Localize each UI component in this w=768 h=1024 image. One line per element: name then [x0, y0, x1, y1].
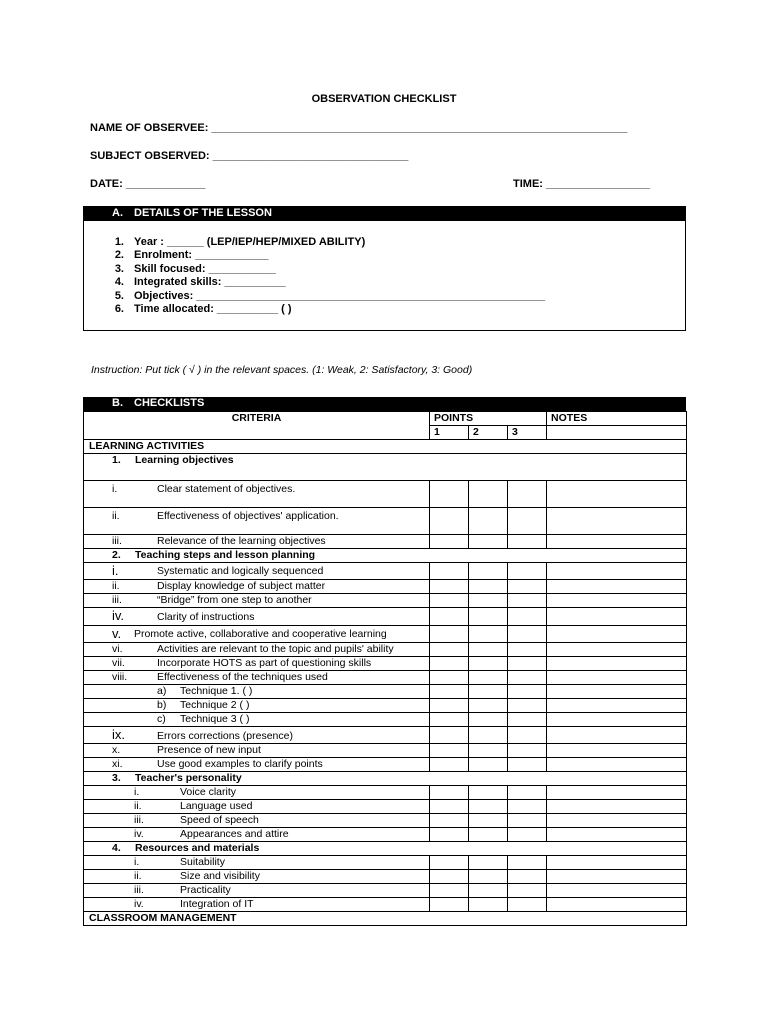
criterion-ts-5: v. Promote active, collaborative and cooperative learning	[84, 626, 430, 643]
point-2-header: 2	[469, 426, 508, 440]
learning-objectives-heading: 1. Learning objectives	[84, 454, 687, 481]
table-row	[84, 594, 687, 608]
criterion-rm-3: iii. Practicality	[84, 884, 430, 898]
score-cell-1[interactable]	[430, 535, 469, 549]
score-cell-3[interactable]	[508, 884, 547, 898]
notes-cell[interactable]	[547, 481, 687, 508]
section-b-header	[83, 397, 686, 411]
score-cell-3[interactable]	[508, 594, 547, 608]
score-cell-2[interactable]	[469, 608, 508, 626]
score-cell-2[interactable]	[469, 535, 508, 549]
notes-cell[interactable]	[547, 699, 687, 713]
notes-cell[interactable]	[547, 744, 687, 758]
instruction-text: Instruction: Put tick ( √ ) in the relevant spaces. (1: Weak, 2: Satisfactory, 3: Good)	[91, 364, 473, 376]
notes-cell[interactable]	[547, 713, 687, 727]
point-1-header: 1	[430, 426, 469, 440]
notes-cell[interactable]	[547, 608, 687, 626]
score-cell-2[interactable]	[469, 870, 508, 884]
notes-cell[interactable]	[547, 685, 687, 699]
score-cell-3[interactable]	[508, 727, 547, 744]
criterion-ts-11: xi. Use good examples to clarify points	[84, 758, 430, 772]
criterion-rm-2: ii. Size and visibility	[84, 870, 430, 884]
table-row	[84, 608, 687, 626]
criterion-ts-9: ix. Errors corrections (presence)	[84, 727, 430, 744]
score-cell-3[interactable]	[508, 870, 547, 884]
score-cell-1[interactable]	[430, 744, 469, 758]
notes-header: NOTES	[547, 412, 687, 426]
score-cell-1[interactable]	[430, 898, 469, 912]
notes-cell[interactable]	[547, 535, 687, 549]
subsection-row	[84, 549, 687, 563]
table-row	[84, 898, 687, 912]
table-row	[84, 580, 687, 594]
score-cell-3[interactable]	[508, 744, 547, 758]
score-cell-3[interactable]	[508, 657, 547, 671]
score-cell-1[interactable]	[430, 563, 469, 580]
points-header: POINTS	[430, 412, 547, 426]
score-cell-2[interactable]	[469, 580, 508, 594]
observee-field[interactable]: NAME OF OBSERVEE: ____________________________________________________________________	[90, 122, 628, 134]
score-cell-2[interactable]	[469, 814, 508, 828]
criterion-tp-4: iv. Appearances and attire	[84, 828, 430, 842]
criterion-ts-1: i. Systematic and logically sequenced	[84, 563, 430, 580]
score-cell-2[interactable]	[469, 563, 508, 580]
point-3-header: 3	[508, 426, 547, 440]
section-a-header	[83, 206, 686, 221]
score-cell-3[interactable]	[508, 856, 547, 870]
section-a-title: DETAILS OF THE LESSON	[134, 207, 272, 219]
score-cell-2[interactable]	[469, 594, 508, 608]
score-cell-2[interactable]	[469, 856, 508, 870]
score-cell-1[interactable]	[430, 685, 469, 699]
resources-heading: 4. Resources and materials	[84, 842, 687, 856]
notes-cell[interactable]	[547, 758, 687, 772]
score-cell-1[interactable]	[430, 870, 469, 884]
criterion-ts-2: ii. Display knowledge of subject matter	[84, 580, 430, 594]
table-row	[84, 727, 687, 744]
score-cell-1[interactable]	[430, 713, 469, 727]
table-row	[84, 657, 687, 671]
subsection-row	[84, 772, 687, 786]
score-cell-1[interactable]	[430, 481, 469, 508]
table-row	[84, 563, 687, 580]
criterion-lo-3: iii. Relevance of the learning objectives	[84, 535, 430, 549]
teaching-steps-heading: 2. Teaching steps and lesson planning	[84, 549, 687, 563]
subsection-row	[84, 454, 687, 481]
checklist-table	[83, 411, 687, 926]
score-cell-1[interactable]	[430, 580, 469, 594]
score-cell-2[interactable]	[469, 828, 508, 842]
table-row	[84, 828, 687, 842]
score-cell-3[interactable]	[508, 481, 547, 508]
notes-cell[interactable]	[547, 594, 687, 608]
score-cell-2[interactable]	[469, 643, 508, 657]
criterion-ts-10: x. Presence of new input	[84, 744, 430, 758]
score-cell-1[interactable]	[430, 608, 469, 626]
notes-cell[interactable]	[547, 814, 687, 828]
notes-cell[interactable]	[547, 870, 687, 884]
criterion-ts-3: iii. “Bridge” from one step to another	[84, 594, 430, 608]
table-row	[84, 671, 687, 685]
table-row	[84, 786, 687, 800]
notes-cell[interactable]	[547, 508, 687, 535]
subsection-row	[84, 842, 687, 856]
classroom-management-label: CLASSROOM MANAGEMENT	[84, 912, 687, 926]
notes-cell[interactable]	[547, 884, 687, 898]
lesson-detail-integrated[interactable]: 4. Integrated skills: __________	[114, 276, 286, 288]
score-cell-2[interactable]	[469, 713, 508, 727]
notes-subheader	[547, 426, 687, 440]
notes-cell[interactable]	[547, 657, 687, 671]
score-cell-3[interactable]	[508, 535, 547, 549]
score-cell-1[interactable]	[430, 814, 469, 828]
score-cell-1[interactable]	[430, 626, 469, 643]
date-field[interactable]: DATE: _____________	[90, 178, 206, 190]
score-cell-3[interactable]	[508, 671, 547, 685]
score-cell-1[interactable]	[430, 508, 469, 535]
table-header-row	[84, 412, 687, 426]
lesson-detail-objectives[interactable]: 5. Objectives: _________________________________________________________	[114, 290, 546, 302]
score-cell-1[interactable]	[430, 786, 469, 800]
notes-cell[interactable]	[547, 898, 687, 912]
score-cell-3[interactable]	[508, 643, 547, 657]
score-cell-1[interactable]	[430, 727, 469, 744]
score-cell-3[interactable]	[508, 508, 547, 535]
criterion-ts-7: vii. Incorporate HOTS as part of questioning skills	[84, 657, 430, 671]
score-cell-3[interactable]	[508, 580, 547, 594]
score-cell-1[interactable]	[430, 699, 469, 713]
lesson-detail-year[interactable]: 1. Year : ______ (LEP/IEP/HEP/MIXED ABILITY)	[114, 236, 366, 248]
table-row	[84, 685, 687, 699]
score-cell-1[interactable]	[430, 671, 469, 685]
notes-cell[interactable]	[547, 671, 687, 685]
subject-field[interactable]: SUBJECT OBSERVED: ________________________________	[90, 150, 409, 162]
notes-cell[interactable]	[547, 786, 687, 800]
score-cell-1[interactable]	[430, 884, 469, 898]
table-row	[84, 626, 687, 643]
score-cell-3[interactable]	[508, 626, 547, 643]
score-cell-3[interactable]	[508, 800, 547, 814]
score-cell-3[interactable]	[508, 828, 547, 842]
notes-cell[interactable]	[547, 856, 687, 870]
criterion-lo-2: ii. Effectiveness of objectives' application.	[84, 508, 430, 535]
score-cell-2[interactable]	[469, 481, 508, 508]
criterion-technique-2: b) Technique 2 ( )	[84, 699, 430, 713]
score-cell-1[interactable]	[430, 594, 469, 608]
table-row	[84, 713, 687, 727]
table-row	[84, 800, 687, 814]
score-cell-2[interactable]	[469, 758, 508, 772]
notes-cell[interactable]	[547, 727, 687, 744]
teacher-personality-heading: 3. Teacher's personality	[84, 772, 687, 786]
score-cell-3[interactable]	[508, 814, 547, 828]
notes-cell[interactable]	[547, 643, 687, 657]
score-cell-3[interactable]	[508, 563, 547, 580]
criterion-ts-4: iv. Clarity of instructions	[84, 608, 430, 626]
table-row	[84, 744, 687, 758]
score-cell-2[interactable]	[469, 671, 508, 685]
score-cell-3[interactable]	[508, 713, 547, 727]
section-row	[84, 440, 687, 454]
table-row	[84, 508, 687, 535]
criterion-rm-4: iv. Integration of IT	[84, 898, 430, 912]
notes-cell[interactable]	[547, 580, 687, 594]
table-row	[84, 856, 687, 870]
score-cell-2[interactable]	[469, 898, 508, 912]
table-row	[84, 814, 687, 828]
notes-cell[interactable]	[547, 828, 687, 842]
section-row	[84, 912, 687, 926]
notes-cell[interactable]	[547, 563, 687, 580]
table-row	[84, 884, 687, 898]
score-cell-3[interactable]	[508, 685, 547, 699]
table-row	[84, 758, 687, 772]
lesson-detail-enrolment[interactable]: 2. Enrolment: ____________	[114, 249, 269, 261]
criterion-rm-1: i. Suitability	[84, 856, 430, 870]
table-row	[84, 643, 687, 657]
score-cell-2[interactable]	[469, 626, 508, 643]
score-cell-1[interactable]	[430, 758, 469, 772]
score-cell-2[interactable]	[469, 508, 508, 535]
score-cell-2[interactable]	[469, 727, 508, 744]
score-cell-2[interactable]	[469, 884, 508, 898]
criterion-tp-1: i. Voice clarity	[84, 786, 430, 800]
score-cell-3[interactable]	[508, 608, 547, 626]
score-cell-3[interactable]	[508, 786, 547, 800]
score-cell-1[interactable]	[430, 643, 469, 657]
time-field[interactable]: TIME: _________________	[513, 178, 650, 190]
score-cell-1[interactable]	[430, 856, 469, 870]
score-cell-2[interactable]	[469, 685, 508, 699]
score-cell-2[interactable]	[469, 800, 508, 814]
score-cell-1[interactable]	[430, 828, 469, 842]
score-cell-1[interactable]	[430, 800, 469, 814]
learning-activities-label: LEARNING ACTIVITIES	[84, 440, 687, 454]
section-b-letter: B.	[112, 397, 123, 409]
table-row	[84, 481, 687, 508]
criterion-ts-6: vi. Activities are relevant to the topic and pupils' ability	[84, 643, 430, 657]
score-cell-2[interactable]	[469, 657, 508, 671]
table-row	[84, 535, 687, 549]
score-cell-1[interactable]	[430, 657, 469, 671]
score-cell-3[interactable]	[508, 758, 547, 772]
score-cell-3[interactable]	[508, 699, 547, 713]
lesson-detail-time[interactable]: 6. Time allocated: __________ ( )	[114, 303, 292, 315]
criterion-technique-1: a) Technique 1. ( )	[84, 685, 430, 699]
lesson-detail-skill[interactable]: 3. Skill focused: ___________	[114, 263, 276, 275]
criterion-ts-8: viii. Effectiveness of the techniques used	[84, 671, 430, 685]
notes-cell[interactable]	[547, 626, 687, 643]
criterion-technique-3: c) Technique 3 ( )	[84, 713, 430, 727]
score-cell-3[interactable]	[508, 898, 547, 912]
criteria-header: CRITERIA	[84, 412, 430, 440]
table-row	[84, 699, 687, 713]
section-b-title: CHECKLISTS	[134, 397, 205, 409]
section-a-letter: A.	[112, 207, 123, 219]
score-cell-2[interactable]	[469, 699, 508, 713]
score-cell-2[interactable]	[469, 744, 508, 758]
criterion-tp-2: ii. Language used	[84, 800, 430, 814]
criterion-lo-1: i. Clear statement of objectives.	[84, 481, 430, 508]
page-title: OBSERVATION CHECKLIST	[311, 93, 457, 105]
score-cell-2[interactable]	[469, 786, 508, 800]
table-row	[84, 870, 687, 884]
notes-cell[interactable]	[547, 800, 687, 814]
criterion-tp-3: iii. Speed of speech	[84, 814, 430, 828]
